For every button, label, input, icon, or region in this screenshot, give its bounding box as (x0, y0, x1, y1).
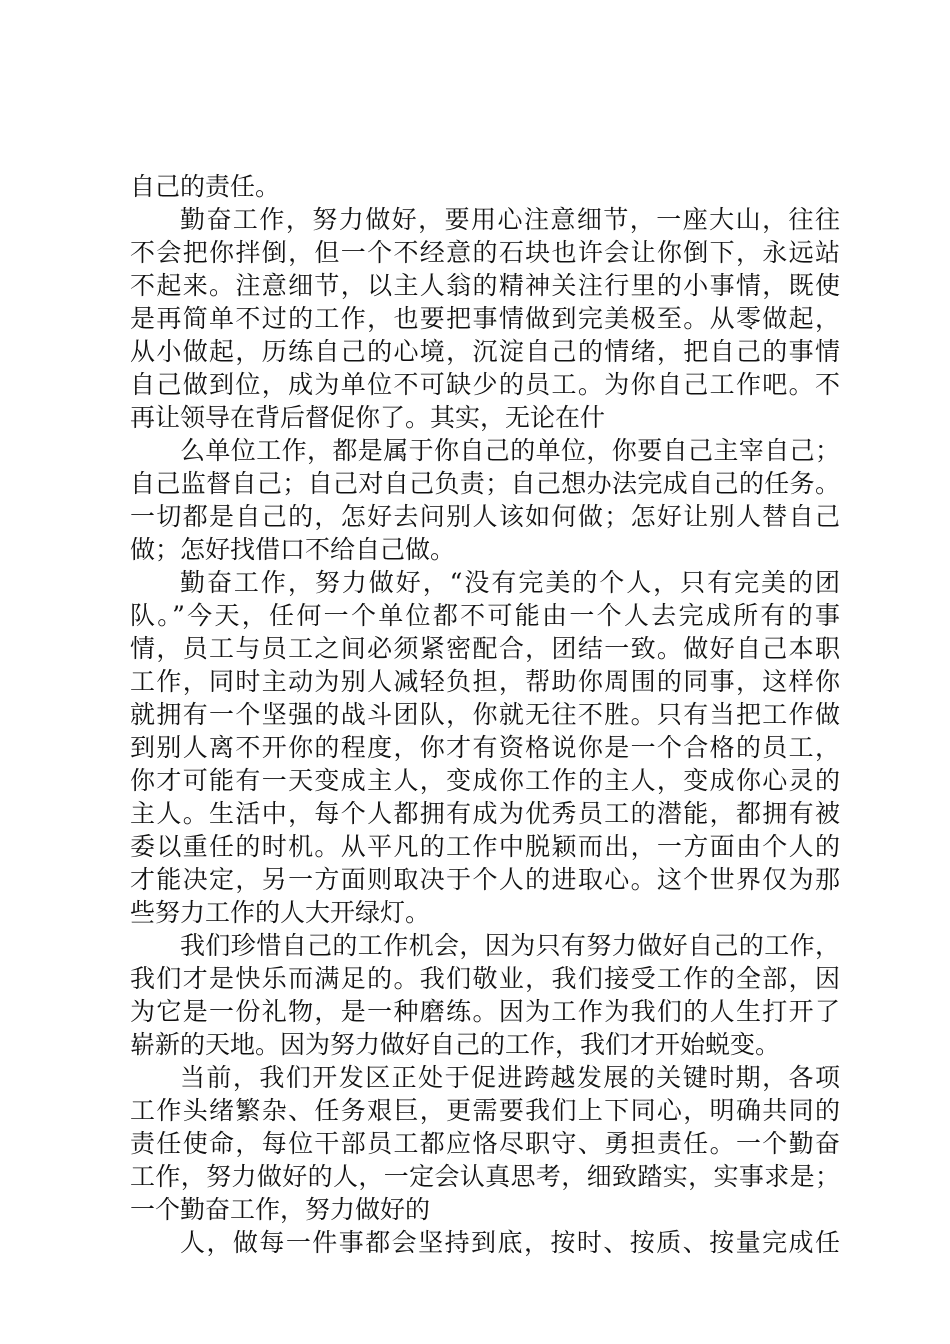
text-line: 为它是一份礼物，是一种磨练。因为工作为我们的人生打开了 (130, 997, 840, 1026)
text-line: 崭新的天地。因为努力做好自己的工作，我们才开始蜕变。 (130, 1030, 781, 1059)
text-line: 情，员工与员工之间必须紧密配合，团结一致。做好自己本职 (130, 634, 840, 663)
text-line: 不起来。注意细节，以主人翁的精神关注行里的小事情，既使 (130, 271, 840, 300)
text-line: 责任使命，每位干部员工都应恪尽职守、勇担责任。一个勤奋 (130, 1129, 840, 1158)
text-line: 勤奋工作，努力做好，要用心注意细节，一座大山，往往 (180, 205, 840, 234)
text-line: 你才可能有一天变成主人，变成你工作的主人，变成你心灵的 (130, 766, 840, 795)
text-line: 我们珍惜自己的工作机会，因为只有努力做好自己的工作， (180, 931, 840, 960)
text-line: 到别人离不开你的程度，你才有资格说你是一个合格的员工， (130, 733, 840, 762)
document-body (130, 170, 840, 1259)
text-line: 队。”今天，任何一个单位都不可能由一个人去完成所有的事 (130, 601, 840, 630)
text-line: 工作，同时主动为别人减轻负担，帮助你周围的同事，这样你 (130, 667, 840, 696)
text-line: 一切都是自己的，怎好去问别人该如何做；怎好让别人替自己 (130, 502, 840, 531)
text-line: 一个勤奋工作，努力做好的 (130, 1195, 431, 1224)
text-line: 就拥有一个坚强的战斗团队，你就无往不胜。只有当把工作做 (130, 700, 840, 729)
text-line: 工作，努力做好的人，一定会认真思考，细致踏实，实事求是； (130, 1162, 840, 1191)
text-line: 是再简单不过的工作，也要把事情做到完美极至。从零做起， (130, 304, 840, 333)
text-line: 主人。生活中，每个人都拥有成为优秀员工的潜能，都拥有被 (130, 799, 840, 828)
text-line: 工作头绪繁杂、任务艰巨，更需要我们上下同心，明确共同的 (130, 1096, 840, 1125)
text-line: 才能决定，另一方面则取决于个人的进取心。这个世界仅为那 (130, 865, 840, 894)
text-line: 当前，我们开发区正处于促进跨越发展的关键时期，各项 (180, 1063, 840, 1092)
text-line: 我们才是快乐而满足的。我们敬业，我们接受工作的全部，因 (130, 964, 840, 993)
text-line: 些努力工作的人大开绿灯。 (130, 898, 431, 927)
text-line: 勤奋工作，努力做好，“没有完美的个人，只有完美的团 (180, 568, 840, 597)
text-line: 自己的责任。 (130, 172, 281, 201)
text-line: 不会把你拌倒，但一个不经意的石块也许会让你倒下，永远站 (130, 238, 840, 267)
text-line: 再让领导在背后督促你了。其实，无论在什 (130, 403, 606, 432)
text-line: 么单位工作，都是属于你自己的单位，你要自己主宰自己； (180, 436, 840, 465)
text-line: 做；怎好找借口不给自己做。 (130, 535, 456, 564)
text-line: 自己监督自己；自己对自己负责；自己想办法完成自己的任务。 (130, 469, 840, 498)
text-line: 人，做每一件事都会坚持到底，按时、按质、按量完成任 (180, 1228, 840, 1257)
text-line: 自己做到位，成为单位不可缺少的员工。为你自己工作吧。不 (130, 370, 840, 399)
text-line: 委以重任的时机。从平凡的工作中脱颖而出，一方面由个人的 (130, 832, 840, 861)
text-line: 从小做起，历练自己的心境，沉淀自己的情绪，把自己的事情 (130, 337, 840, 366)
